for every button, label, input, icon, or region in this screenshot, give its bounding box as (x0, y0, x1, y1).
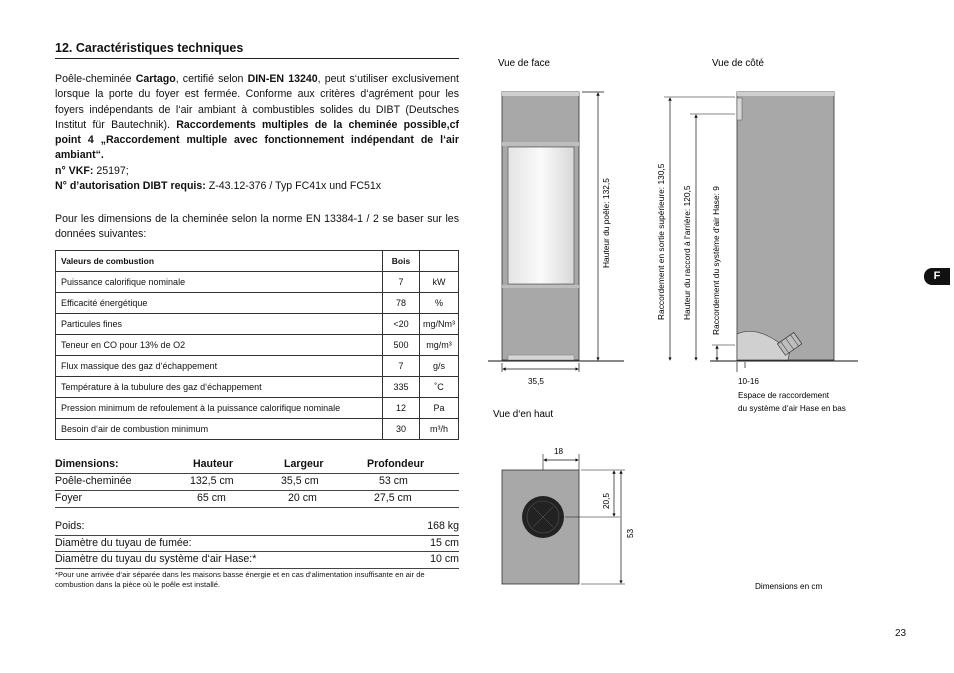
side-hase-label: Raccordement du système d‘air Hase: 9 (711, 186, 721, 335)
misc-value: 10 cm (430, 553, 459, 565)
misc-value: 15 cm (430, 536, 459, 549)
footnote: *Pour une arrivée d‘air séparée dans les maisons basse énergie et en cas d‘alimentation insuffisante en air de combustion dans la pièce où le poêle est installé. (55, 570, 425, 589)
row-unit: % (420, 293, 459, 314)
misc-label: Diamètre du tuyau du système d‘air Hase:* (55, 553, 257, 565)
row-unit: Pa (420, 398, 459, 419)
dimensions-note: Pour les dimensions de la cheminée selon la norme EN 13384-1 / 2 se baser sur les données suivantes: (55, 213, 459, 241)
row-unit: mg/m³ (420, 335, 459, 356)
row-label: Puissance calorifique nominale (56, 272, 383, 293)
dim-height: 65 cm (197, 492, 226, 504)
vkf-label: n° VKF: (55, 164, 94, 177)
top-depth-label: 53 (626, 528, 635, 538)
row-label: Besoin d‘air de combustion minimum (56, 419, 383, 440)
row-label: Flux massique des gaz d‘échappement (56, 356, 383, 377)
intro-text: , certifié selon (175, 73, 248, 85)
misc-value: 168 kg (427, 520, 459, 532)
row-unit: g/s (420, 356, 459, 377)
row-value: 78 (383, 293, 420, 314)
intro-norm: DIN-EN 13240 (247, 73, 318, 85)
side-view-label: Vue de côté (712, 58, 764, 69)
intro-text: , peut s‘utiliser exclusivement lorsque la porte du foyer est fermée. Conforme aux critères d‘agrément pour les foyers indépendants de l‘air ambiant à combustibles solides du DIBT (Deutsches Institut für Bautechnik). (55, 73, 459, 131)
row-value: 7 (383, 272, 420, 293)
row-value: 500 (383, 335, 420, 356)
side-view-drawing (664, 92, 858, 372)
language-badge: F (924, 268, 950, 285)
dim-height: 132,5 cm (190, 475, 234, 487)
side-gap-label: 10-16 (738, 377, 759, 386)
misc-label: Diamètre du tuyau de fumée: (55, 536, 192, 549)
row-value: 12 (383, 398, 420, 419)
table-header-value: Bois (383, 251, 420, 272)
front-width-label: 35,5 (528, 377, 544, 386)
dim-header-label: Dimensions: (55, 458, 119, 470)
intro-multiple-connection: Raccordements multiples de la cheminée possible,cf point 4 „Raccordement multiple avec fonctionnement indépendant de l‘air ambiant“. (55, 118, 459, 162)
page-number: 23 (895, 628, 907, 639)
row-unit: ˚C (420, 377, 459, 398)
row-label: Température à la tubulure des gaz d‘échappement (56, 377, 383, 398)
side-gap-desc-2: du système d‘air Hase en bas (738, 404, 846, 413)
misc-label: Poids: (55, 520, 85, 532)
dim-label: Foyer (55, 492, 83, 504)
row-unit: mg/Nm³ (420, 314, 459, 335)
intro-model: Cartago (135, 73, 176, 85)
dim-header-height: Hauteur (193, 458, 234, 470)
dim-width: 20 cm (288, 492, 317, 504)
table-header-label: Valeurs de combustion (56, 251, 383, 272)
dim-width: 35,5 cm (281, 475, 319, 487)
front-view-label: Vue de face (498, 58, 550, 69)
top-offset-label: 18 (554, 447, 564, 456)
dibt-label: N° d’autorisation DIBT requis: (55, 180, 206, 193)
section-title: 12. Caractéristiques techniques (55, 41, 244, 55)
top-view-label: Vue d‘en haut (493, 409, 554, 420)
row-label: Teneur en CO pour 13% de O2 (56, 335, 383, 356)
row-value: 7 (383, 356, 420, 377)
row-value: 30 (383, 419, 420, 440)
row-label: Pression minimum de refoulement à la puissance calorifique nominale (56, 398, 383, 419)
front-height-label: Hauteur du poêle: 132,5 (601, 178, 611, 268)
top-center-label: 20,5 (602, 493, 611, 509)
dibt-value: Z-43.12-376 / Typ FC41x und FC51x (205, 180, 382, 193)
side-outlet-rear-label: Hauteur du raccord à l‘arrière: 120,5 (682, 185, 692, 320)
dim-header-width: Largeur (284, 458, 324, 470)
row-unit: m³/h (420, 419, 459, 440)
vkf-value: 25197; (93, 164, 129, 177)
side-gap-desc-1: Espace de raccordement (738, 391, 830, 400)
row-value: 335 (383, 377, 420, 398)
dim-header-depth: Profondeur (367, 458, 425, 470)
units-note: Dimensions en cm (755, 582, 823, 591)
row-label: Particules fines (56, 314, 383, 335)
intro-text: Poêle-cheminée (55, 73, 136, 85)
side-outlet-top-label: Raccordement en sortie supérieure: 130,5 (656, 163, 666, 320)
row-value: <20 (383, 314, 420, 335)
row-label: Efficacité énergétique (56, 293, 383, 314)
dim-depth: 53 cm (379, 475, 408, 487)
dim-label: Poêle-cheminée (55, 475, 132, 487)
row-unit: kW (420, 272, 459, 293)
dim-depth: 27,5 cm (374, 492, 412, 504)
top-view-drawing (502, 454, 625, 584)
